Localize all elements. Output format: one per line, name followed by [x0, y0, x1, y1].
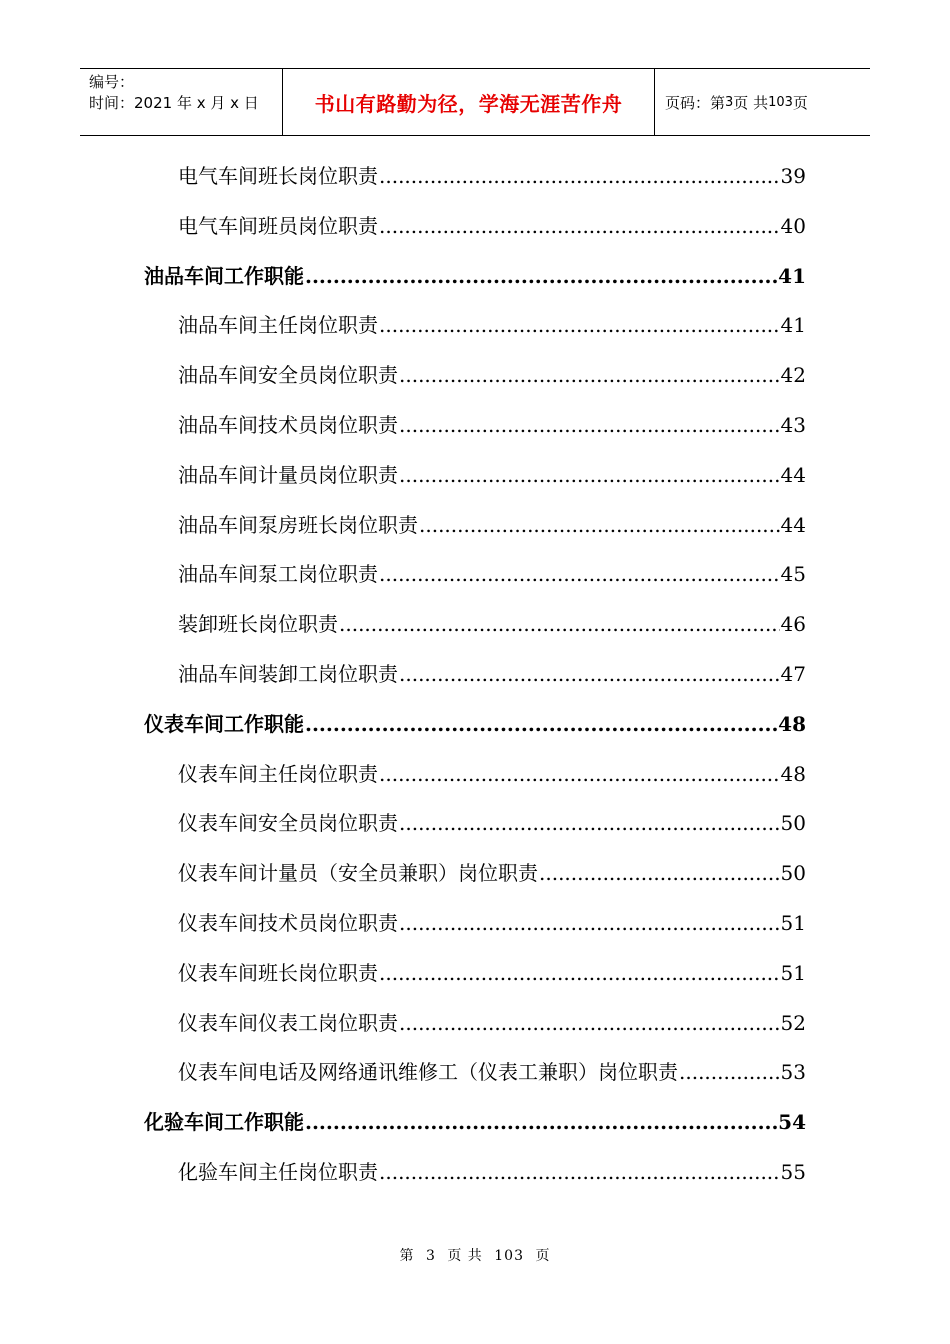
- toc-entry-page: 50: [780, 861, 806, 885]
- toc-entry[interactable]: [178, 906, 806, 936]
- toc-entry[interactable]: [178, 358, 806, 388]
- header-page-label: 页码：第: [665, 93, 726, 112]
- page-footer: [0, 1245, 950, 1265]
- toc-entry[interactable]: [178, 557, 806, 587]
- toc-entry-title: 油品车间主任岗位职责: [178, 313, 378, 337]
- toc-entry-page: 54: [778, 1110, 806, 1134]
- toc-entry-page: 53: [780, 1060, 806, 1084]
- toc-dot-leader: [305, 1109, 777, 1135]
- toc-entry-title: 仪表车间技术员岗位职责: [178, 911, 398, 935]
- header-page-total: 103: [768, 94, 793, 110]
- toc-entry[interactable]: [178, 806, 806, 836]
- toc-entry-page: 51: [780, 911, 806, 935]
- toc-entry-page: 55: [780, 1160, 806, 1184]
- toc-entry-title: 装卸班长岗位职责: [178, 612, 338, 636]
- toc-dot-leader: [379, 1159, 780, 1185]
- header-page-info: [655, 69, 870, 135]
- toc-entry-title: 油品车间装卸工岗位职责: [178, 662, 398, 686]
- toc-entry[interactable]: [178, 856, 806, 886]
- toc-entry-page: 52: [780, 1011, 806, 1035]
- toc-entry[interactable]: [178, 607, 806, 637]
- toc-entry[interactable]: [178, 1006, 806, 1036]
- toc-entry[interactable]: [178, 1055, 806, 1085]
- toc-entry-title: 油品车间安全员岗位职责: [178, 363, 398, 387]
- toc-entry-title: 油品车间工作职能: [144, 264, 304, 288]
- toc-dot-leader: [379, 213, 780, 239]
- footer-mid: 页 共: [447, 1248, 483, 1264]
- toc-entry-title: 仪表车间主任岗位职责: [178, 762, 378, 786]
- header-motto: 书山有路勤为径，学海无涯苦作舟: [282, 69, 655, 135]
- toc-entry-title: 仪表车间计量员（安全员兼职）岗位职责: [178, 861, 538, 885]
- toc-entry[interactable]: [178, 508, 806, 538]
- header-page-end: 页: [792, 93, 808, 112]
- toc-entry-page: 46: [780, 612, 806, 636]
- document-number-label: 编号：: [89, 73, 135, 91]
- toc-entry-page: 41: [778, 264, 806, 288]
- toc-dot-leader: [679, 1059, 780, 1085]
- toc-dot-leader: [399, 661, 780, 687]
- toc-entry[interactable]: [178, 408, 806, 438]
- toc-entry-page: 51: [780, 961, 806, 985]
- toc-dot-leader: [339, 611, 780, 637]
- toc-entry-title: 油品车间技术员岗位职责: [178, 413, 398, 437]
- footer-page-total: 103: [494, 1248, 524, 1264]
- footer-page-current: 3: [425, 1248, 436, 1264]
- toc-entry[interactable]: [178, 458, 806, 488]
- header-meta: [80, 69, 282, 135]
- toc-dot-leader: [379, 312, 780, 338]
- document-time-label: 时间：2021 年 x 月 x 日: [89, 94, 259, 112]
- toc-entry-title: 仪表车间仪表工岗位职责: [178, 1011, 398, 1035]
- toc-entry[interactable]: [178, 209, 806, 239]
- toc-section-entry[interactable]: [144, 259, 806, 289]
- toc-entry-page: 44: [780, 463, 806, 487]
- toc-entry-title: 仪表车间工作职能: [144, 712, 304, 736]
- footer-prefix: 第: [399, 1248, 415, 1264]
- toc-entry[interactable]: [178, 657, 806, 687]
- toc-dot-leader: [379, 761, 780, 787]
- toc-entry-page: 40: [780, 214, 806, 238]
- toc-entry-page: 45: [780, 562, 806, 586]
- toc-entry-page: 41: [780, 313, 806, 337]
- toc-dot-leader: [379, 960, 780, 986]
- toc-entry[interactable]: [178, 1155, 806, 1185]
- toc-dot-leader: [399, 362, 780, 388]
- toc-entry-title: 化验车间主任岗位职责: [178, 1160, 378, 1184]
- toc-entry-title: 电气车间班员岗位职责: [178, 214, 378, 238]
- toc-entry-page: 44: [780, 513, 806, 537]
- toc-entry-title: 仪表车间电话及网络通讯维修工（仪表工兼职）岗位职责: [178, 1060, 678, 1084]
- toc-entry-page: 42: [780, 363, 806, 387]
- toc-dot-leader: [399, 810, 780, 836]
- toc-entry-page: 48: [778, 712, 806, 736]
- toc-entry-page: 50: [780, 811, 806, 835]
- toc-section-entry[interactable]: [144, 1105, 806, 1135]
- toc-entry-title: 油品车间计量员岗位职责: [178, 463, 398, 487]
- toc-dot-leader: [399, 1010, 780, 1036]
- toc-dot-leader: [419, 512, 780, 538]
- toc-entry[interactable]: [178, 757, 806, 787]
- toc-dot-leader: [399, 910, 780, 936]
- toc-dot-leader: [379, 163, 780, 189]
- toc-entry-page: 43: [780, 413, 806, 437]
- header-page-mid: 页 共: [733, 93, 769, 112]
- toc-entry[interactable]: [178, 308, 806, 338]
- toc-dot-leader: [399, 462, 780, 488]
- toc-entry-title: 仪表车间班长岗位职责: [178, 961, 378, 985]
- footer-suffix: 页: [535, 1248, 551, 1264]
- toc-dot-leader: [399, 412, 780, 438]
- page-header: [80, 68, 870, 136]
- toc-dot-leader: [305, 711, 777, 737]
- toc-dot-leader: [539, 860, 780, 886]
- toc-entry-title: 油品车间泵工岗位职责: [178, 562, 378, 586]
- toc-entry[interactable]: [178, 159, 806, 189]
- toc-entry[interactable]: [178, 956, 806, 986]
- toc-entry-page: 39: [780, 164, 806, 188]
- toc-entry-title: 电气车间班长岗位职责: [178, 164, 378, 188]
- toc-entry-title: 仪表车间安全员岗位职责: [178, 811, 398, 835]
- toc-entry-title: 化验车间工作职能: [144, 1110, 304, 1134]
- toc-entry-page: 47: [780, 662, 806, 686]
- toc-entry-title: 油品车间泵房班长岗位职责: [178, 513, 418, 537]
- header-page-current: 3: [725, 94, 734, 110]
- toc-dot-leader: [379, 561, 780, 587]
- toc-section-entry[interactable]: [144, 707, 806, 737]
- toc-dot-leader: [305, 263, 777, 289]
- toc-entry-page: 48: [780, 762, 806, 786]
